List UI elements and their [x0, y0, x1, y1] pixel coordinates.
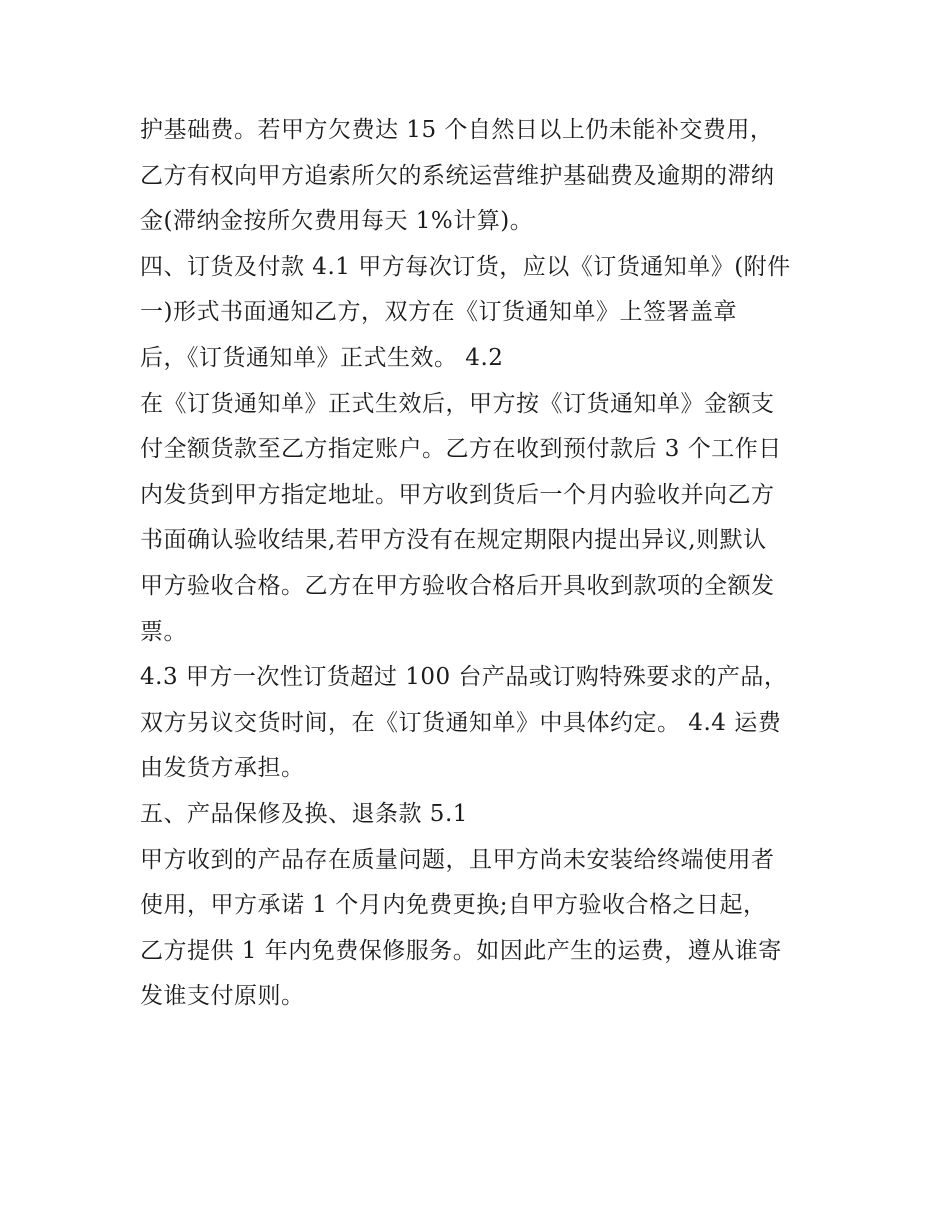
section-heading-warranty: 五、产品保修及换、退条款 5.1 — [140, 800, 468, 827]
text-line: 甲方验收合格。乙方在甲方验收合格后开具收到款项的全额发 — [140, 572, 775, 599]
text-line: 金(滞纳金按所欠费用每天 1%计算)。 — [140, 208, 534, 235]
text-line: 内发货到甲方指定地址。甲方收到货后一个月内验收并向乙方 — [140, 481, 775, 508]
text-line: 乙方提供 1 年内免费保修服务。如因此产生的运费，遵从谁寄 — [140, 937, 782, 964]
text-line: 发谁支付原则。 — [140, 983, 305, 1010]
text-line: 由发货方承担。 — [140, 755, 305, 782]
text-line: 乙方有权向甲方追索所欠的系统运营维护基础费及逾期的滞纳 — [140, 162, 775, 189]
text-line: 后，《订货通知单》正式生效。 4.2 — [140, 344, 504, 371]
text-line: 甲方收到的产品存在质量问题，且甲方尚未安装给终端使用者 — [140, 846, 775, 873]
section-heading-ordering: 四、订货及付款 4.1 甲方每次订货，应以《订货通知单》(附件 — [140, 253, 791, 280]
text-line: 在《订货通知单》正式生效后，甲方按《订货通知单》金额支 — [140, 390, 775, 417]
text-line: 一)形式书面通知乙方，双方在《订货通知单》上签署盖章 — [140, 299, 737, 326]
text-line: 双方另议交货时间，在《订货通知单》中具体约定。 4.4 运费 — [140, 709, 782, 736]
text-line: 书面确认验收结果,若甲方没有在规定期限内提出异议,则默认 — [140, 527, 767, 554]
text-line: 护基础费。若甲方欠费达 15 个自然日以上仍未能补交费用， — [140, 117, 774, 143]
contract-text — [140, 108, 830, 1020]
text-line: 使用，甲方承诺 1 个月内免费更换;自甲方验收合格之日起， — [140, 892, 767, 919]
text-line: 票。 — [140, 618, 187, 645]
clause-4-3: 4.3 甲方一次性订货超过 100 台产品或订购特殊要求的产品， — [140, 664, 788, 691]
text-line: 付全额货款至乙方指定账户。乙方在收到预付款后 3 个工作日 — [140, 436, 782, 463]
